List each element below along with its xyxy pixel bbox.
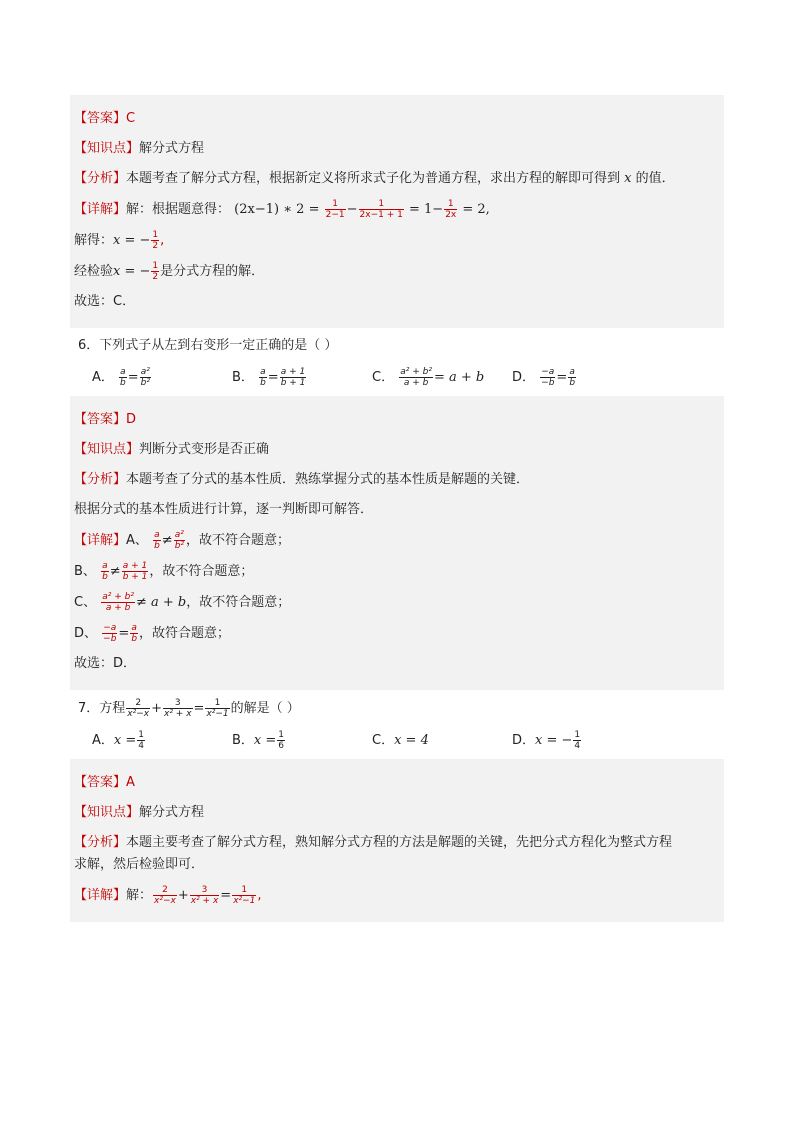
detail-a: 【详解】A、 $\frac{a}{b}$ ≠ $\frac{\text{a²}}{\text{b²}}$ ，故不符合题意； xyxy=(74,530,291,551)
option-a: A．x = $\frac{1}{4}$ xyxy=(92,730,144,751)
fraction: $\frac{2}{\text{x²−x}}$ xyxy=(127,698,150,719)
fraction: $\frac{1}{\text{x²−1}}$ xyxy=(206,698,229,719)
knowledge-tag: 【知识点】 xyxy=(74,442,140,457)
solve-end: , xyxy=(160,233,165,248)
answer-line xyxy=(74,109,718,129)
detail-tag: 【详解】 xyxy=(74,533,127,548)
detail-lead: 解：根据题意得： xyxy=(126,202,231,217)
fraction: $\frac{1}{2x-1 + 1}$ xyxy=(359,199,403,220)
fraction: $\frac{a + 1}{b + 1}$ xyxy=(280,367,306,388)
detail-tag: 【详解】 xyxy=(74,202,127,217)
answer-value: C xyxy=(126,111,136,126)
page xyxy=(70,95,724,922)
fraction: $\frac{\text{a² + b²}}{a + b}$ xyxy=(400,367,432,388)
question-6: 6．下列式子从左到右变形一定正确的是（ ） xyxy=(78,338,338,353)
knowledge-text: 判断分式变形是否正确 xyxy=(139,442,270,457)
analysis-extra: 根据分式的基本性质进行计算，逐一判断即可解答． xyxy=(74,502,374,517)
detail-c: C、 $\frac{\text{a² + b²}}{a + b}$ ≠ a + b，故不符合题意； xyxy=(74,592,291,613)
knowledge-tag: 【知识点】 xyxy=(74,805,140,820)
fraction: $\frac{1}{2-1}$ xyxy=(325,199,345,220)
fraction: $\frac{\text{a²}}{\text{b²}}$ xyxy=(174,530,185,551)
analysis-tag: 【分析】 xyxy=(74,835,127,850)
detail-line: 【详解】解： $\frac{2}{\text{x²−x}}$ + $\frac{3}{\text{x² + x}}$ = $\frac{1}{\text{x²−1}}$ , xyxy=(74,885,262,906)
fraction: $\frac{-a}{-b}$ xyxy=(541,367,555,388)
analysis-line xyxy=(74,470,718,490)
check-line xyxy=(74,261,718,282)
answer-tag: 【答案】 xyxy=(74,111,127,126)
option-c: C．x = 4 xyxy=(372,733,429,748)
option-b: B．x = $\frac{1}{6}$ xyxy=(232,730,285,751)
option-c: C． $\frac{\text{a² + b²}}{a + b}$ = a + b xyxy=(372,367,485,388)
solution-block-6 xyxy=(70,396,724,690)
knowledge-line xyxy=(74,803,718,823)
fraction: $\frac{1}{4}$ xyxy=(574,730,581,751)
detail-tag: 【详解】 xyxy=(74,888,127,903)
check-lead: 经检验 xyxy=(74,264,114,279)
analysis-text: 本题主要考查了解分式方程，熟知解分式方程的方法是解题的关键，先把分式方程化为整式方程 xyxy=(126,835,673,850)
knowledge-tag: 【知识点】 xyxy=(74,141,140,156)
fraction: $\frac{a}{b}$ xyxy=(131,623,138,644)
detail-line xyxy=(74,199,718,220)
solve-lead: 解得： xyxy=(74,233,114,248)
option-d: D．x = − $\frac{1}{4}$ xyxy=(512,730,581,751)
analysis-tag: 【分析】 xyxy=(74,472,127,487)
fraction: $\frac{1}{2}$ xyxy=(152,261,159,282)
solve-expr: x = − xyxy=(113,233,151,248)
solution-block-7 xyxy=(70,759,724,922)
knowledge-text: 解分式方程 xyxy=(139,805,205,820)
solve-line xyxy=(74,230,718,251)
fraction: $\frac{\text{a² + b²}}{a + b}$ xyxy=(102,592,134,613)
question-6-options xyxy=(70,358,724,396)
fraction: $\frac{a}{b}$ xyxy=(569,367,576,388)
answer-line xyxy=(74,410,718,430)
fraction: $\frac{1}{\text{x²−1}}$ xyxy=(233,885,256,906)
fraction: $\frac{-a}{-b}$ xyxy=(103,623,117,644)
fraction: $\frac{a}{b}$ xyxy=(120,367,126,388)
fraction: $\frac{1}{6}$ xyxy=(278,730,285,751)
fraction: $\frac{a}{b}$ xyxy=(102,561,108,582)
fraction: $\frac{\text{a²}}{\text{b²}}$ xyxy=(140,367,150,388)
analysis-cont: 求解，然后检验即可． xyxy=(74,857,205,872)
option-d: D． $\frac{-a}{-b}$ = $\frac{a}{b}$ xyxy=(512,367,576,388)
detail-d: D、 $\frac{-a}{-b}$ = $\frac{a}{b}$ ，故符合题意； xyxy=(74,623,231,644)
detail-b: B、 $\frac{a}{b}$ ≠ $\frac{a + 1}{b + 1}$ ，故不符合题意； xyxy=(74,561,254,582)
fraction: $\frac{3}{\text{x² + x}}$ xyxy=(164,698,192,719)
analysis-var: x xyxy=(624,171,632,186)
choose-line: 故选：C． xyxy=(74,294,136,309)
answer-tag: 【答案】 xyxy=(74,412,127,427)
equation-part: = 1− xyxy=(408,202,444,217)
fraction: $\frac{a}{b}$ xyxy=(260,367,266,388)
check-tail: 是分式方程的解． xyxy=(160,264,265,279)
fraction: $\frac{1}{2x}$ xyxy=(445,199,457,220)
equation-part: = 2, xyxy=(462,202,490,217)
answer-value: D xyxy=(126,412,137,427)
analysis-text: 本题考查了解分式方程，根据新定义将所求式子化为普通方程，求出方程的解即可得到 xyxy=(126,171,621,186)
analysis-line xyxy=(74,169,718,189)
solution-block-5 xyxy=(70,95,724,328)
question-7: 7．方程 $\frac{2}{\text{x²−x}}$ + $\frac{3}{\text{x² + x}}$ = $\frac{1}{\text{x²−1}}$ 的解是（ ） xyxy=(78,698,300,719)
analysis-text: 本题考查了分式的基本性质．熟练掌握分式的基本性质是解题的关键． xyxy=(126,472,530,487)
answer-value: A xyxy=(126,775,135,790)
analysis-tag: 【分析】 xyxy=(74,171,127,186)
fraction: $\frac{3}{\text{x² + x}}$ xyxy=(190,885,219,906)
detail-expr: (2x−1) ∗ 2 = xyxy=(234,202,320,217)
question-7-options xyxy=(70,721,724,759)
analysis-line xyxy=(74,833,718,853)
option-a: A． $\frac{a}{b}$ = $\frac{\text{a²}}{\text{b²}}$ xyxy=(92,367,150,388)
answer-tag: 【答案】 xyxy=(74,775,127,790)
analysis-text-end: 的值． xyxy=(635,171,675,186)
fraction: $\frac{1}{4}$ xyxy=(138,730,144,751)
answer-line xyxy=(74,773,718,793)
knowledge-text: 解分式方程 xyxy=(139,141,205,156)
choose-line: 故选：D． xyxy=(74,656,137,671)
knowledge-line xyxy=(74,139,718,159)
option-b: B． $\frac{a}{b}$ = $\frac{a + 1}{b + 1}$ xyxy=(232,367,306,388)
fraction: $\frac{1}{2}$ xyxy=(152,230,159,251)
fraction: $\frac{a}{b}$ xyxy=(154,530,160,551)
minus-sign: − xyxy=(346,202,358,217)
knowledge-line xyxy=(74,440,718,460)
fraction: $\frac{a + 1}{b + 1}$ xyxy=(122,561,148,582)
fraction: $\frac{2}{\text{x²−x}}$ xyxy=(154,885,176,906)
check-expr: x = − xyxy=(113,264,151,279)
